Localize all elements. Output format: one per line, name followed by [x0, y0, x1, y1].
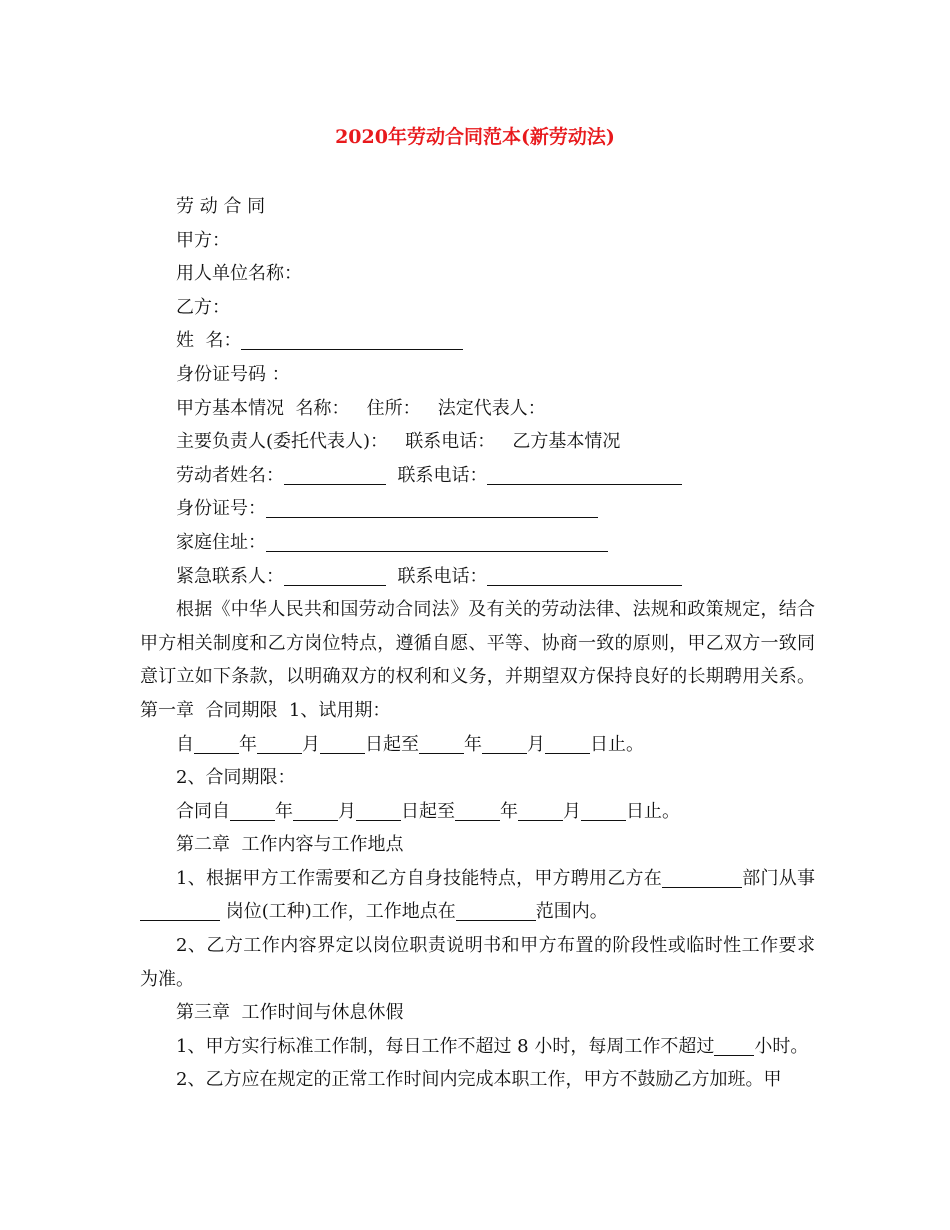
c2-item1-text-1: 1、根据甲方工作需要和乙方自身技能特点，甲方聘用乙方在 [176, 867, 663, 889]
c3-item1-text-1: 1、甲方实行标准工作制，每日工作不超过 8 小时，每周工作不超过 [176, 1035, 715, 1057]
party-b-line [140, 291, 815, 325]
chapter-2-item-2: 2、乙方工作内容界定以岗位职责说明书和甲方布置的阶段性或临时性工作要求为准。 [140, 935, 815, 990]
contract-term-line [140, 795, 815, 829]
home-address-blank [266, 531, 608, 552]
id-number-blank [266, 497, 598, 518]
chapter-2-title: 第二章 工作内容与工作地点 [176, 834, 404, 856]
worker-name-label: 劳动者姓名： [176, 464, 284, 486]
term-start-month-blank [293, 800, 338, 821]
chapter-3-title: 第三章 工作时间与休息休假 [176, 1002, 404, 1024]
month-label: 月 [302, 733, 320, 755]
c2-item1-text-4: 范围内。 [535, 901, 608, 923]
term-end-year-blank [455, 800, 500, 821]
month-label: 月 [527, 733, 545, 755]
term-heading-line [140, 761, 815, 795]
home-address-line [140, 526, 815, 560]
name-blank [241, 329, 463, 350]
department-blank [662, 867, 742, 888]
party-a-line [140, 224, 815, 258]
day-from-label: 日起至 [401, 800, 455, 822]
id-number-line [140, 492, 815, 526]
name-line [140, 324, 815, 358]
weekly-hours-blank [714, 1035, 754, 1056]
employer-name-line [140, 257, 815, 291]
emergency-contact-blank [284, 565, 386, 586]
chapter-2-item-1 [140, 862, 815, 929]
principal-line [140, 425, 815, 459]
worker-name-blank [284, 464, 386, 485]
party-b-label: 乙方： [176, 296, 230, 318]
preamble-paragraph: 根据《中华人民共和国劳动合同法》及有关的劳动法律、法规和政策规定，结合甲方相关制度和乙方岗位特点，遵循自愿、平等、协商一致的原则，甲乙双方一致同意订立如下条款，以明确双方的权利和义务，并期望双方保持良好的长期聘用关系。 第一章 合同期限 1、试用期： [140, 599, 827, 721]
trial-end-month-blank [482, 733, 527, 754]
year-label: 年 [275, 800, 293, 822]
chapter-3-item-1 [140, 1030, 815, 1064]
position-blank [140, 900, 220, 921]
id-number-label: 身份证号： [176, 498, 266, 520]
worker-phone-blank [487, 464, 682, 485]
month-label: 月 [563, 800, 581, 822]
employer-name-label: 用人单位名称： [176, 263, 302, 285]
term-start-day-blank [356, 800, 401, 821]
from-label: 自 [176, 733, 194, 755]
id-code-label: 身份证号码 ： [176, 363, 290, 385]
home-address-label: 家庭住址： [176, 531, 266, 553]
name-label: 姓 名： [176, 330, 242, 352]
party-a-info-line [140, 392, 815, 426]
term-end-month-blank [518, 800, 563, 821]
trial-start-year-blank [194, 733, 239, 754]
year-label: 年 [239, 733, 257, 755]
emergency-phone-blank [487, 565, 682, 586]
principal-text: 主要负责人(委托代表人)： 联系电话： 乙方基本情况 [176, 431, 621, 453]
trial-period-line [140, 728, 815, 762]
contract-heading-text: 劳 动 合 同 [176, 196, 266, 217]
trial-end-year-blank [419, 733, 464, 754]
emergency-contact-label: 紧急联系人： [176, 565, 284, 587]
term-start-year-blank [230, 800, 275, 821]
document-title: 2020年劳动合同范本(新劳动法) [335, 126, 615, 148]
day-from-label: 日起至 [365, 733, 419, 755]
worker-name-line [140, 459, 815, 493]
term-end-day-blank [581, 800, 626, 821]
c2-item1-text-3: 岗位(工种)工作，工作地点在 [220, 901, 456, 923]
document-body [140, 190, 827, 1097]
party-a-label: 甲方： [176, 229, 230, 251]
term-heading: 2、合同期限： [176, 767, 296, 789]
trial-start-day-blank [320, 733, 365, 754]
chapter-3-item-2: 2、乙方应在规定的正常工作时间内完成本职工作，甲方不鼓励乙方加班。甲 [176, 1069, 782, 1091]
chapter-3-heading [140, 996, 815, 1030]
worker-phone-label: 联系电话： [397, 464, 488, 486]
trial-end-day-blank [545, 733, 590, 754]
id-code-line [140, 358, 815, 392]
emergency-phone-label: 联系电话： [397, 565, 488, 587]
work-location-blank [456, 900, 536, 921]
day-end-label: 日止。 [590, 733, 644, 755]
day-end-label: 日止。 [626, 800, 680, 822]
contract-from-label: 合同自 [176, 800, 230, 822]
party-a-info-text: 甲方基本情况 名称： 住所： 法定代表人： [176, 397, 546, 419]
trial-start-month-blank [257, 733, 302, 754]
month-label: 月 [338, 800, 356, 822]
contract-heading [140, 190, 815, 224]
year-label: 年 [500, 800, 518, 822]
c3-item1-text-2: 小时。 [754, 1035, 809, 1057]
emergency-contact-line [140, 560, 815, 594]
year-label: 年 [464, 733, 482, 755]
c2-item1-text-2: 部门从事 [742, 867, 816, 889]
chapter-2-heading [140, 828, 815, 862]
